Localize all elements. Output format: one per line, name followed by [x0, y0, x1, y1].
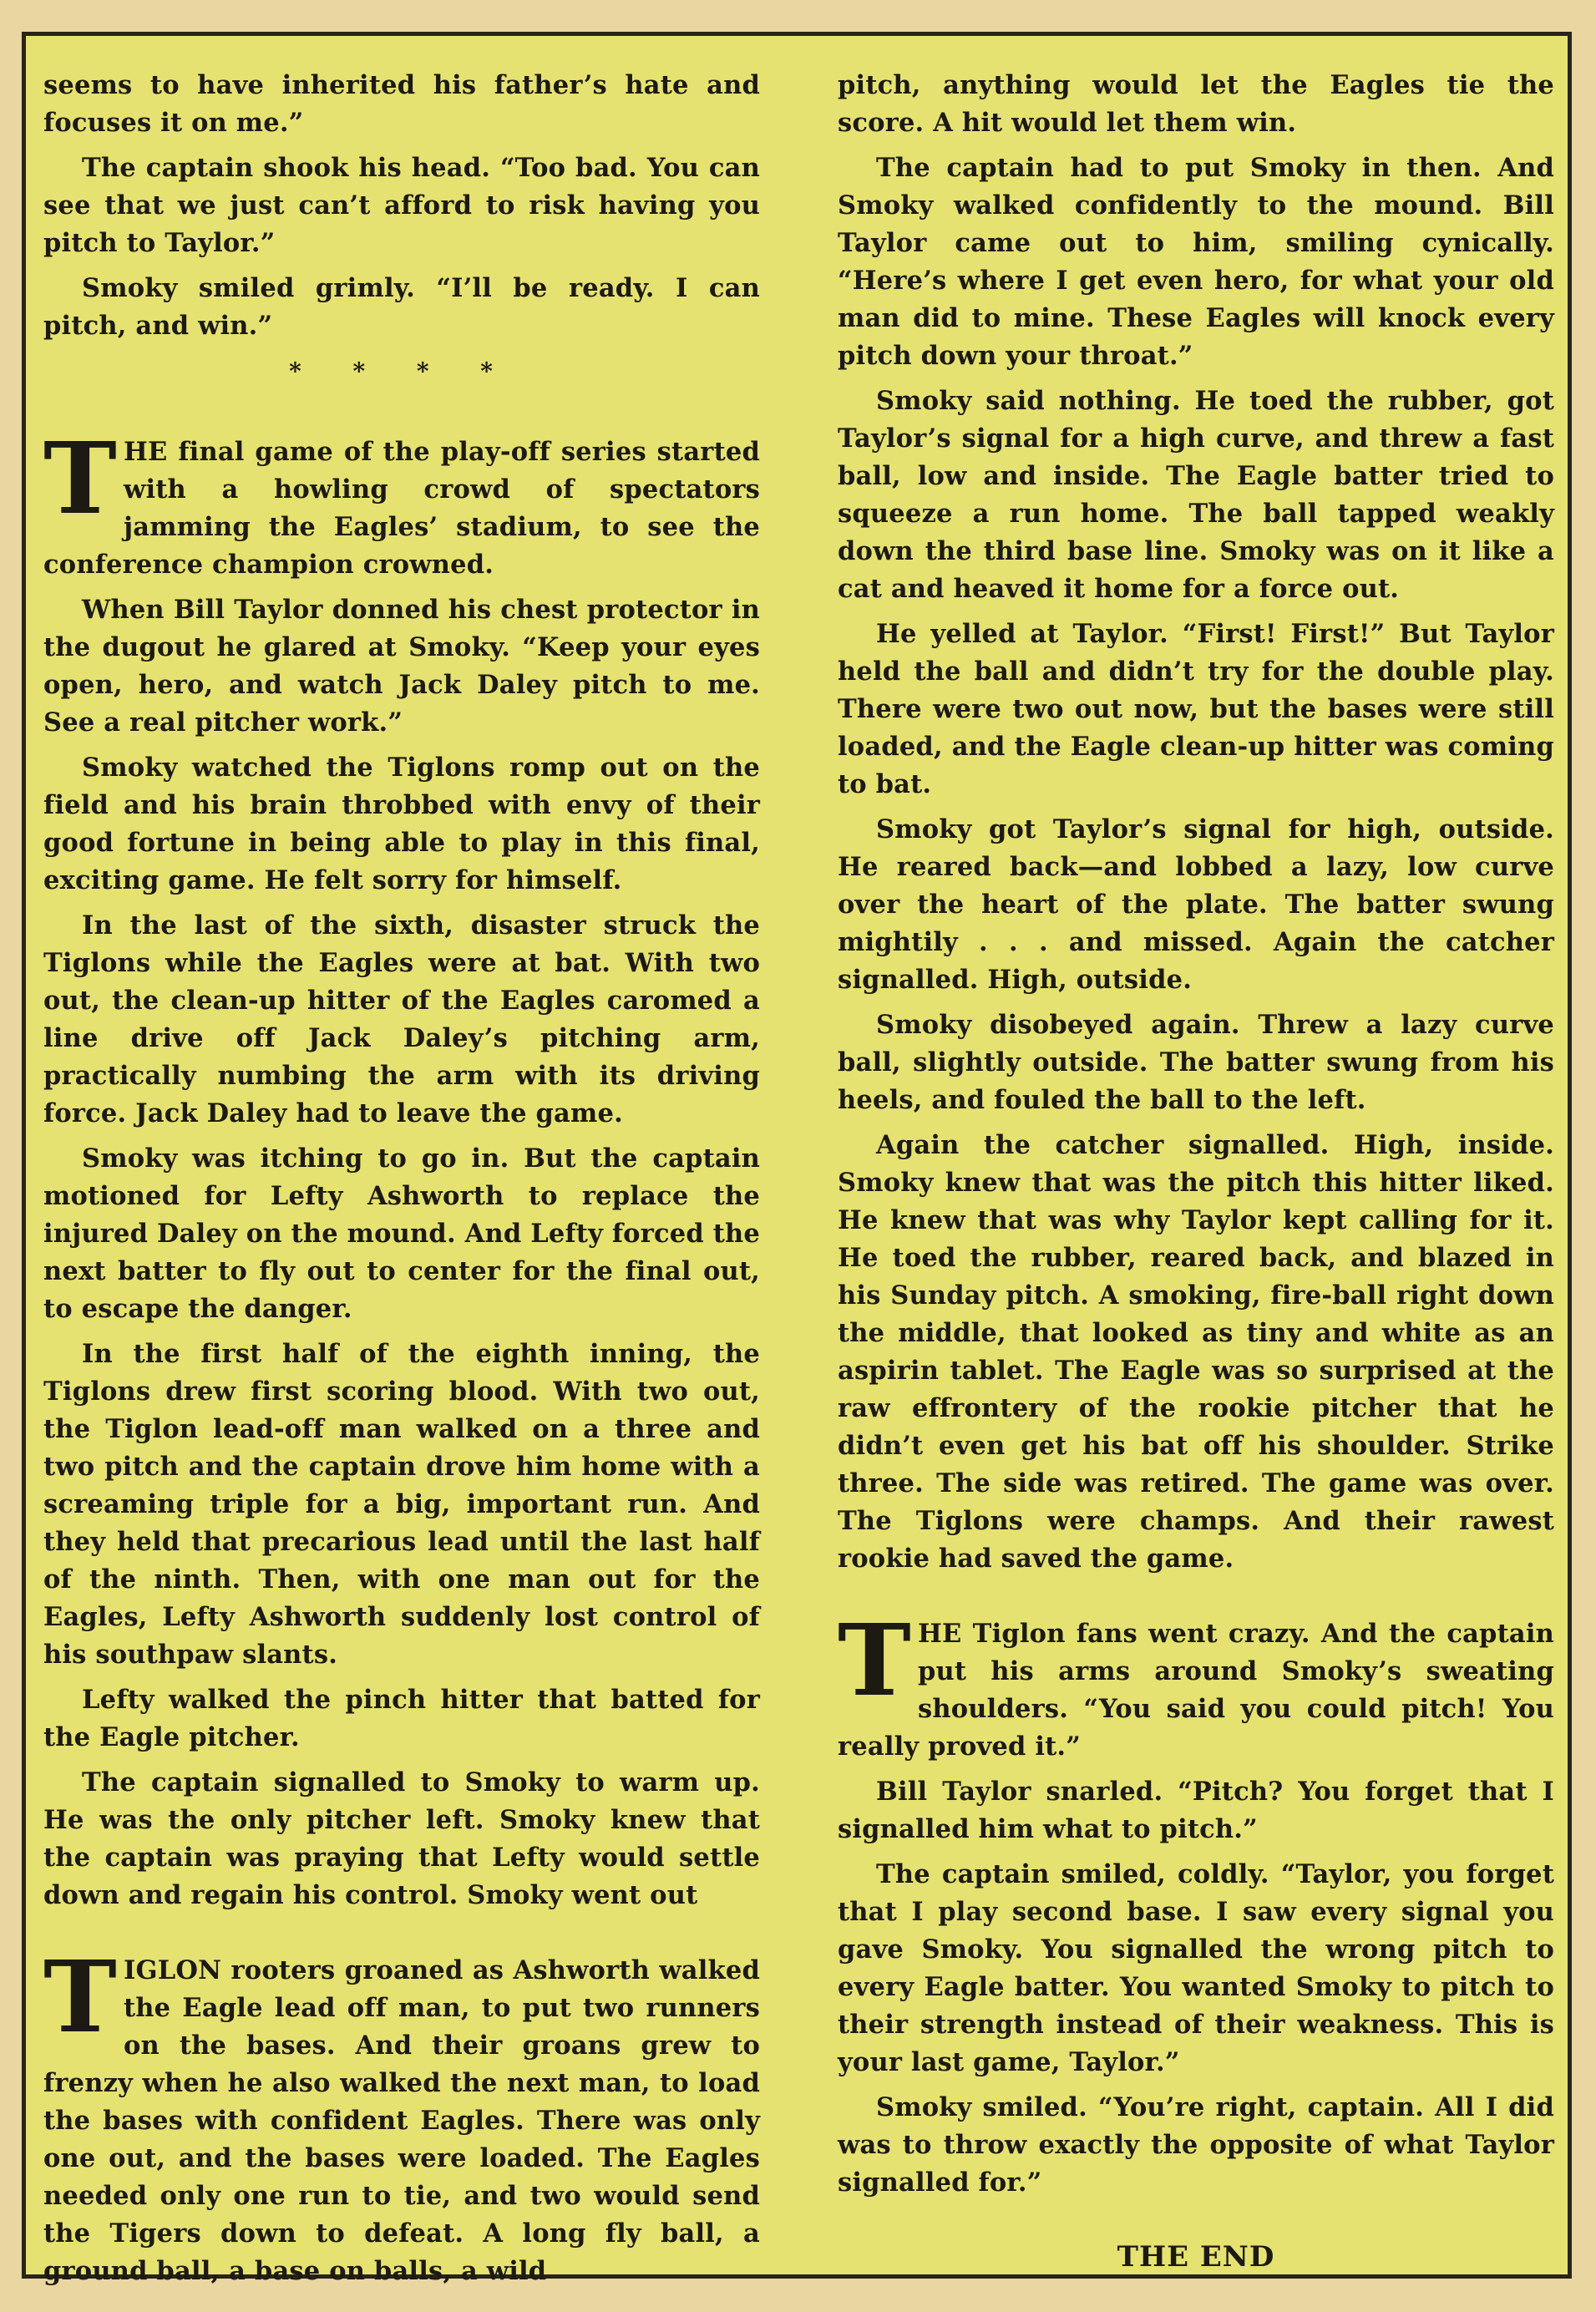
paragraph: pitch, anything would let the Eagles tie the score. A hit would let them win.: [838, 70, 1554, 138]
drop-cap-paragraph: THE Tiglon fans went crazy. And the captain put his arms around Smoky’s sweating shoulders. “You said you could pitch! You really proved it.”: [838, 1602, 1554, 1762]
right-column: [838, 67, 1554, 2276]
paragraph: The captain shook his head. “Too bad. You can see that we just can’t afford to risk having you pitch to Taylor.”: [43, 153, 760, 258]
paragraph: seems to have inherited his father’s hate and focuses it on me.”: [43, 70, 760, 138]
paragraph: Lefty walked the pinch hitter that batted for the Eagle pitcher.: [43, 1685, 760, 1752]
paragraph: The captain signalled to Smoky to warm up. He was the only pitcher left. Smoky knew that the captain was praying that Lefty would settle down and regain his control. Smoky went out: [43, 1767, 760, 1910]
paragraph: When Bill Taylor donned his chest protector in the dugout he glared at Smoky. “Keep your eyes open, hero, and watch Jack Daley pitch to me. See a real pitcher work.”: [43, 595, 760, 738]
left-column: [43, 67, 760, 2298]
drop-cap-paragraph: THE final game of the play-off series started with a howling crowd of spectators jamming the Eagles’ stadium, to see the conference champion crowned.: [43, 420, 760, 580]
paragraph: Smoky watched the Tiglons romp out on the field and his brain throbbed with envy of their good fortune in being able to play in this final, exciting game. He felt sorry for himself.: [43, 753, 760, 895]
paragraph: Smoky said nothing. He toed the rubber, got Taylor’s signal for a high curve, and threw a fast ball, low and inside. The Eagle batter tried to squeeze a run home. The ball tapped weakly down the third base line. Smoky was on it like a cat and heaved it home for a force out.: [838, 386, 1554, 604]
paragraph: In the first half of the eighth inning, the Tiglons drew first scoring blood. With two out, the Tiglon lead-off man walked on a three and two pitch and the captain drove him home with a screaming triple for a big, important run. And they held that precarious lead until the last half of the ninth. Then, with one man out for the Eagles, Lefty Ashworth suddenly lost control of his southpaw slants.: [43, 1339, 760, 1670]
story-end-label: THE END: [1117, 2240, 1275, 2274]
paragraph: Bill Taylor snarled. “Pitch? You forget that I signalled him what to pitch.”: [838, 1777, 1554, 1844]
paragraph: Smoky smiled grimly. “I’ll be ready. I can pitch, and win.”: [43, 273, 760, 341]
paragraph: Smoky got Taylor’s signal for high, outside. He reared back—and lobbed a lazy, low curve over the heart of the plate. The batter swung mightily . . . and missed. Again the catcher signalled. High, outside.: [838, 814, 1554, 995]
paragraph: In the last of the sixth, disaster struck the Tiglons while the Eagles were at bat. With two out, the clean-up hitter of the Eagles caromed a line drive off Jack Daley’s pitching arm, practically numbing the arm with its driving force. Jack Daley had to leave the game.: [43, 910, 760, 1128]
paragraph: Again the catcher signalled. High, inside. Smoky knew that was the pitch this hitter liked. He knew that was why Taylor kept calling for it. He toed the rubber, reared back, and blazed in his Sunday pitch. A smoking, fire-ball right down the middle, that looked as tiny and white as an aspirin tablet. The Eagle was so surprised at the raw effrontery of the rookie pitcher that he didn’t even get his bat off his shoulder. Strike three. The side was retired. The game was over. The Tiglons were champs. And their rawest rookie had saved the game.: [838, 1130, 1554, 1574]
paragraph: The captain had to put Smoky in then. And Smoky walked confidently to the mound. Bill Taylor came out to him, smiling cynically. “Here’s where I get even hero, for what your old man did to mine. These Eagles will knock every pitch down your throat.”: [838, 153, 1554, 371]
paragraph: Smoky was itching to go in. But the captain motioned for Lefty Ashworth to replace the injured Daley on the mound. And Lefty forced the next batter to fly out to center for the final out, to escape the danger.: [43, 1143, 760, 1324]
paragraph: Smoky disobeyed again. Threw a lazy curve ball, slightly outside. The batter swung from his heels, and fouled the ball to the left.: [838, 1010, 1554, 1115]
paragraph: The captain smiled, coldly. “Taylor, you forget that I play second base. I saw every signal you gave Smoky. You signalled the wrong pitch to every Eagle batter. You wanted Smoky to pitch to their strength instead of their weakness. This is your last game, Taylor.”: [838, 1859, 1554, 2077]
paragraph: Smoky smiled. “You’re right, captain. All I did was to throw exactly the opposite of what Taylor signalled for.”: [838, 2092, 1554, 2198]
paragraph: He yelled at Taylor. “First! First!” But Taylor held the ball and didn’t try for the double play. There were two out now, but the bases were still loaded, and the Eagle clean-up hitter was coming to bat.: [838, 619, 1554, 799]
drop-cap-paragraph: TIGLON rooters groaned as Ashworth walked the Eagle lead off man, to put two runners on the bases. And their groans grew to frenzy when he also walked the next man, to load the bases with confident Eagles. There was only one out, and the bases were loaded. The Eagles needed only one run to tie, and two would send the Tigers down to defeat. A long fly ball, a ground ball, a base on balls, a wild: [43, 1939, 760, 2286]
section-divider-stars: * * * *: [289, 357, 514, 385]
